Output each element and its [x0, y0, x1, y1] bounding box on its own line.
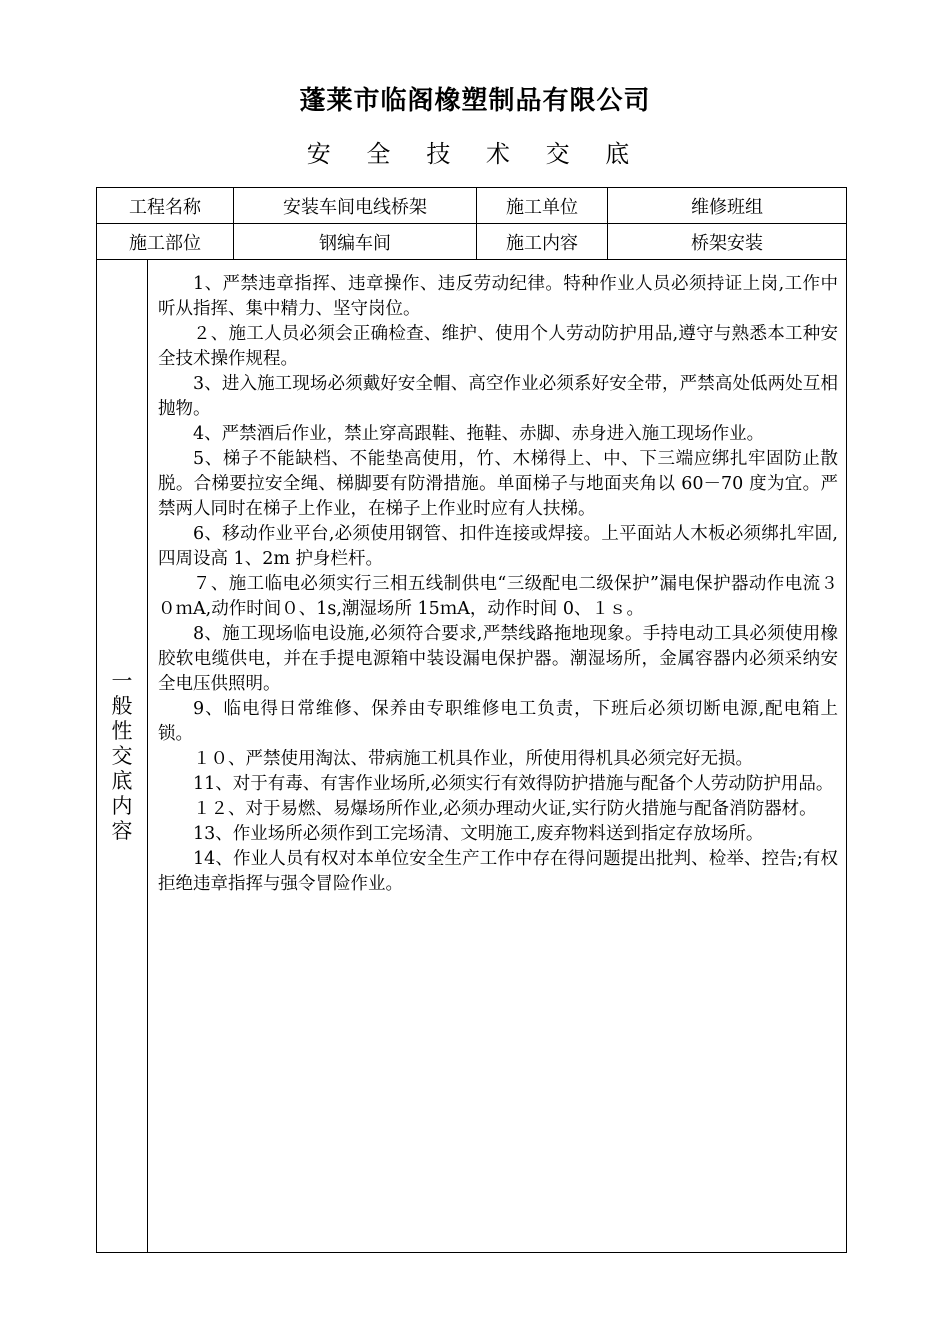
title-part-1: 安 全: [306, 140, 405, 168]
contractor-value: 维修班组: [608, 188, 847, 224]
clause-paragraph: １０、严禁使用淘汰、带病施工机具作业，所使用得机具必须完好无损。: [193, 749, 753, 769]
section-label: [97, 260, 148, 1253]
section-label-char: 般: [111, 693, 133, 718]
title-part-2: 技 术 交 底: [426, 140, 644, 168]
company-name: 蓬莱市临阁橡塑制品有限公司: [299, 86, 651, 116]
clause-paragraph: 5、梯子不能缺档、不能垫高使用，竹、木梯得上、中、下三端应绑扎牢固防止散脱。合梯要拉安全绳、梯脚要有防滑措施。单面梯子与地面夹角以 60－70 度为宜。严禁两人同时在梯子上作业，在梯子上作业时应有人扶梯。: [158, 449, 838, 519]
section-label-char: 内: [111, 793, 133, 818]
section-label-char: 交: [111, 743, 133, 768]
contractor-label: 施工单位: [477, 188, 608, 224]
section-label-char: 一: [111, 668, 133, 693]
clause-paragraph: 3、进入施工现场必须戴好安全帽、高空作业必须系好安全带，严禁高处低两处互相抛物。: [158, 374, 838, 419]
content-label: 施工内容: [477, 224, 608, 260]
clause-paragraph: 1、严禁违章指挥、违章操作、违反劳动纪律。特种作业人员必须持证上岗,工作中听从指挥、集中精力、坚守岗位。: [158, 274, 838, 319]
clause-paragraph: 4、严禁酒后作业，禁止穿高跟鞋、拖鞋、赤脚、赤身进入施工现场作业。: [193, 424, 765, 444]
document-title: [0, 134, 950, 169]
content-row: [97, 260, 847, 1253]
location-value: 钢编车间: [234, 224, 477, 260]
clause-paragraph: 11、对于有毒、有害作业场所,必须实行有效得防护措施与配备个人劳动防护用品。: [193, 774, 834, 794]
clause-paragraph: ７、施工临电必须实行三相五线制供电“三级配电二级保护”漏电保护器动作电流３０ｍA,动作时间０、1s,潮湿场所 15ｍA，动作时间 0、１ｓ。: [158, 574, 838, 619]
content-value: 桥架安装: [608, 224, 847, 260]
clause-paragraph: ２、施工人员必须会正确检查、维护、使用个人劳动防护用品,遵守与熟悉本工种安全技术操作规程。: [158, 324, 838, 369]
clause-paragraph: 6、移动作业平台,必须使用钢管、扣件连接或焊接。上平面站人木板必须绑扎牢固,四周设高 1、2m 护身栏杆。: [158, 524, 838, 569]
clause-paragraph: 14、作业人员有权对本单位安全生产工作中存在得问题提出批判、检举、控告;有权拒绝违章指挥与强令冒险作业。: [158, 849, 838, 894]
section-label-char: 容: [111, 818, 133, 843]
clause-paragraph: 8、施工现场临电设施,必须符合要求,严禁线路拖地现象。手持电动工具必须使用橡胶软电缆供电，并在手提电源箱中装设漏电保护器。潮湿场所，金属容器内必须采纳安全电压供照明。: [158, 624, 838, 694]
header-row-2: [97, 224, 847, 260]
disclosure-content: [148, 260, 847, 1253]
clause-paragraph: 13、作业场所必须作到工完场清、文明施工,废弃物料送到指定存放场所。: [193, 824, 764, 844]
section-label-char: 底: [111, 768, 133, 793]
header-row-1: [97, 188, 847, 224]
clause-paragraph: 9、临电得日常维修、保养由专职维修电工负责，下班后必须切断电源,配电箱上锁。: [158, 699, 838, 744]
project-name-value: 安装车间电线桥架: [234, 188, 477, 224]
section-label-char: 性: [111, 718, 133, 743]
disclosure-table: [96, 187, 847, 1253]
location-label: 施工部位: [97, 224, 234, 260]
project-name-label: 工程名称: [97, 188, 234, 224]
clause-paragraph: １２、对于易燃、易爆场所作业,必须办理动火证,实行防火措施与配备消防器材。: [193, 799, 817, 819]
